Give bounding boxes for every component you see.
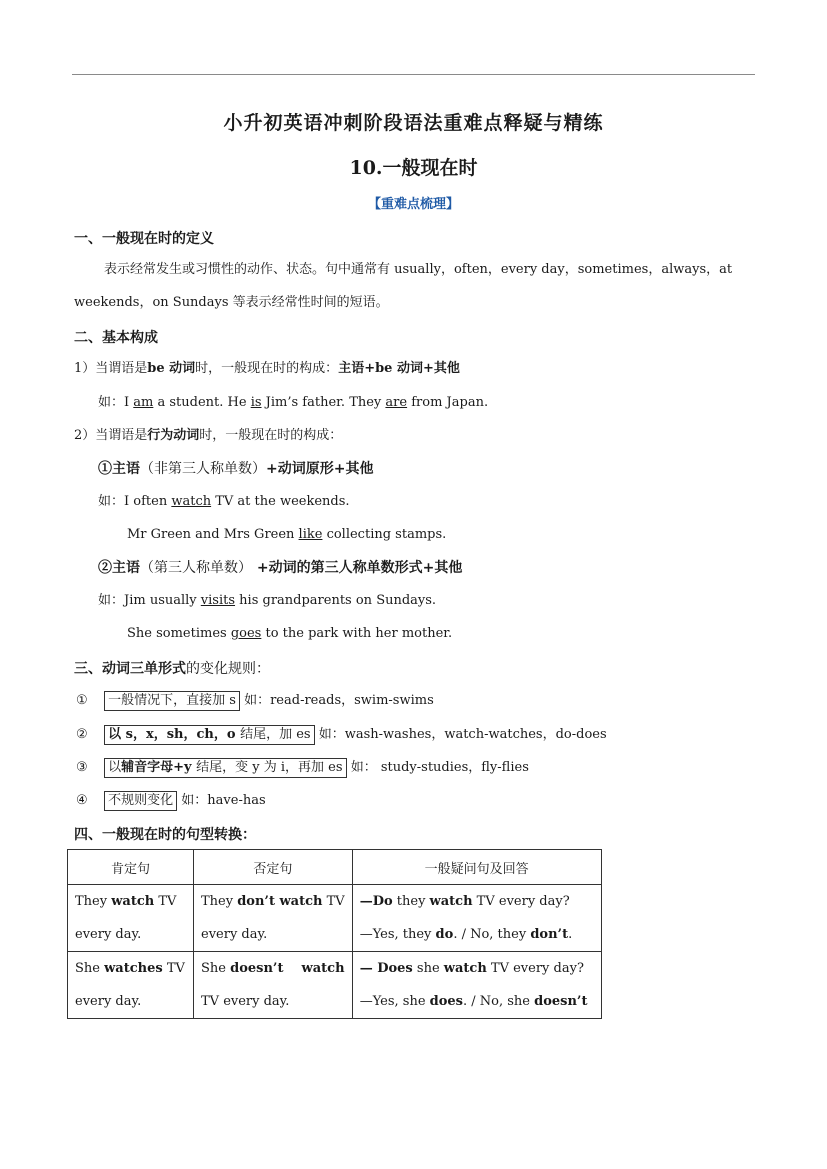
ex5-pre: She sometimes [127, 626, 231, 641]
ex1-are: are [385, 395, 408, 410]
text: TV [162, 961, 185, 976]
ex3-verb: like [298, 527, 323, 542]
definition-line-2: weekends，on Sundays 等表示经常性时间的短语。 [74, 295, 389, 310]
rule-action-pre: 2）当谓语是 [74, 428, 148, 443]
table-row [68, 885, 602, 952]
cell-line [75, 952, 186, 985]
cell-question [352, 885, 601, 952]
ex2-end: TV at the weekends. [211, 494, 350, 509]
rule-box-bold: 以 s，x，sh，ch，o [108, 727, 241, 742]
cell-negative [194, 885, 353, 952]
example-watch [98, 493, 350, 511]
text: she [412, 961, 444, 976]
ex1-is: is [250, 395, 262, 410]
section-tag: 【重难点梳理】 [367, 197, 459, 212]
text: TV [154, 894, 177, 909]
example-visits [98, 592, 436, 610]
verb: watches [104, 961, 163, 976]
rule-number: ② [76, 727, 88, 742]
verb: doesn’t watch [230, 961, 345, 976]
ex2-verb: watch [171, 494, 212, 509]
rule-box: 不规则变化 [104, 791, 177, 811]
rule-box [104, 725, 314, 745]
cell-line: every day. [201, 927, 268, 942]
text: TV every day? [486, 961, 584, 976]
example-be [98, 394, 488, 412]
text: She [75, 961, 105, 976]
ex4-verb: visits [200, 593, 236, 608]
case2-formula: +动词的第三人称单数形式+其他 [252, 560, 463, 576]
rule-box: 一般情况下，直接加 s [104, 691, 240, 711]
aux: don’t [530, 927, 569, 942]
dash: — [359, 961, 378, 976]
aux: do [435, 927, 454, 942]
cell-line [360, 918, 594, 951]
cell-line: every day. [75, 994, 142, 1009]
s3-heading-bold: 三、动词三单形式 [74, 661, 186, 677]
rule-example: 如：read-reads，swim-swims [244, 693, 434, 708]
header-negative: 否定句 [194, 850, 353, 885]
rule-box-pre: 以 [108, 760, 122, 775]
case1-subject: ①主语 [98, 461, 140, 477]
ex1-mid2: Jim’s father. They [261, 395, 386, 410]
rule-example: 如：have-has [181, 793, 266, 808]
ex1-am: am [133, 395, 154, 410]
cell-line [360, 885, 594, 918]
ex1-pre: 如：I [98, 395, 134, 410]
case-non-third-person [98, 460, 373, 478]
section-heading-sentence-conversion: 四、一般现在时的句型转换： [74, 827, 256, 843]
rule-box-bold: 辅音字母+y [121, 760, 197, 775]
case-third-person [98, 559, 462, 577]
ex1-mid1: a student. He [153, 395, 251, 410]
case2-subject: ②主语 [98, 560, 140, 576]
s3-heading-end: 的变化规则： [186, 661, 270, 677]
aux: doesn’t [534, 994, 588, 1009]
rule-row-4 [76, 791, 266, 811]
cell-line [201, 885, 345, 918]
case2-note: （第三人称单数） [140, 560, 252, 576]
cell-affirmative [68, 952, 194, 1019]
verb: watch [429, 894, 473, 909]
verb: watch [111, 894, 155, 909]
text: . / No, they [453, 927, 531, 942]
text: TV every day? [472, 894, 570, 909]
text: They [75, 894, 112, 909]
cell-line [201, 952, 345, 985]
aux: does [429, 994, 463, 1009]
rule-row-3 [76, 758, 529, 778]
text: . [568, 927, 573, 942]
case1-formula: +动词原形+其他 [266, 461, 374, 477]
ex3-pre: Mr Green and Mrs Green [127, 527, 299, 542]
text: They [201, 894, 238, 909]
header-question: 一般疑问句及回答 [352, 850, 601, 885]
cell-question [352, 952, 601, 1019]
aux: Does [377, 961, 413, 976]
definition-line-1: 表示经常发生或习惯性的动作、状态。句中通常有 usually，often，every day，sometimes，always，at [104, 262, 733, 277]
sentence-conversion-table [67, 849, 602, 1019]
cell-negative [194, 952, 353, 1019]
table-row [68, 952, 602, 1019]
rule-example: 如：wash-washes，watch-watches，do-does [318, 727, 607, 742]
cell-line [75, 885, 186, 918]
rule-number: ① [76, 693, 88, 708]
topic-title: 10.一般现在时 [349, 157, 478, 179]
case1-note: （非第三人称单数） [140, 461, 266, 477]
rule-be-verb [74, 360, 460, 378]
header-affirmative: 肯定句 [68, 850, 194, 885]
rule-example: 如： study-studies，fly-flies [350, 760, 529, 775]
rule-be-pre: 1）当谓语是 [74, 361, 148, 376]
ex1-end: from Japan. [407, 395, 489, 410]
rule-row-1 [76, 691, 434, 711]
section-heading-structure: 二、基本构成 [74, 330, 158, 346]
verb: don’t watch [237, 894, 323, 909]
rule-row-2 [76, 725, 607, 745]
rule-be-formula: 主语+be 动词+其他 [338, 361, 460, 376]
rule-be-mid: 时，一般现在时的构成： [195, 361, 339, 376]
cell-line: every day. [75, 927, 142, 942]
text: TV [322, 894, 345, 909]
text: . / No, she [463, 994, 535, 1009]
cell-line [360, 952, 594, 985]
text: —Yes, they [359, 927, 436, 942]
cell-line [360, 985, 594, 1018]
table-header-row [68, 850, 602, 885]
example-goes [127, 625, 452, 643]
text: She [201, 961, 231, 976]
text: they [392, 894, 430, 909]
ex5-end: to the park with her mother. [261, 626, 453, 641]
cell-line: TV every day. [201, 994, 290, 1009]
verb: watch [443, 961, 487, 976]
section-heading-third-person-rules [74, 658, 270, 678]
example-like [127, 526, 446, 544]
rule-action-term: 行为动词 [147, 428, 200, 443]
cell-affirmative [68, 885, 194, 952]
ex5-verb: goes [230, 626, 262, 641]
document-title: 小升初英语冲刺阶段语法重难点释疑与精练 [223, 112, 604, 134]
rule-be-term: be 动词 [147, 361, 196, 376]
rule-number: ④ [76, 793, 88, 808]
ex2-pre: 如：I often [98, 494, 172, 509]
section-heading-definition: 一、一般现在时的定义 [74, 231, 214, 247]
rule-action-end: 时，一般现在时的构成： [199, 428, 343, 443]
aux: Do [372, 894, 393, 909]
rule-box [104, 758, 346, 778]
dash: — [359, 894, 373, 909]
text: —Yes, she [359, 994, 430, 1009]
header-rule [72, 74, 755, 75]
rule-action-verb [74, 427, 342, 445]
rule-box-end: 结尾，变 y 为 i，再加 es [196, 760, 343, 775]
rule-number: ③ [76, 760, 88, 775]
ex4-pre: 如：Jim usually [98, 593, 201, 608]
ex4-end: his grandparents on Sundays. [235, 593, 437, 608]
rule-box-end: 结尾，加 es [240, 727, 311, 742]
ex3-end: collecting stamps. [322, 527, 447, 542]
